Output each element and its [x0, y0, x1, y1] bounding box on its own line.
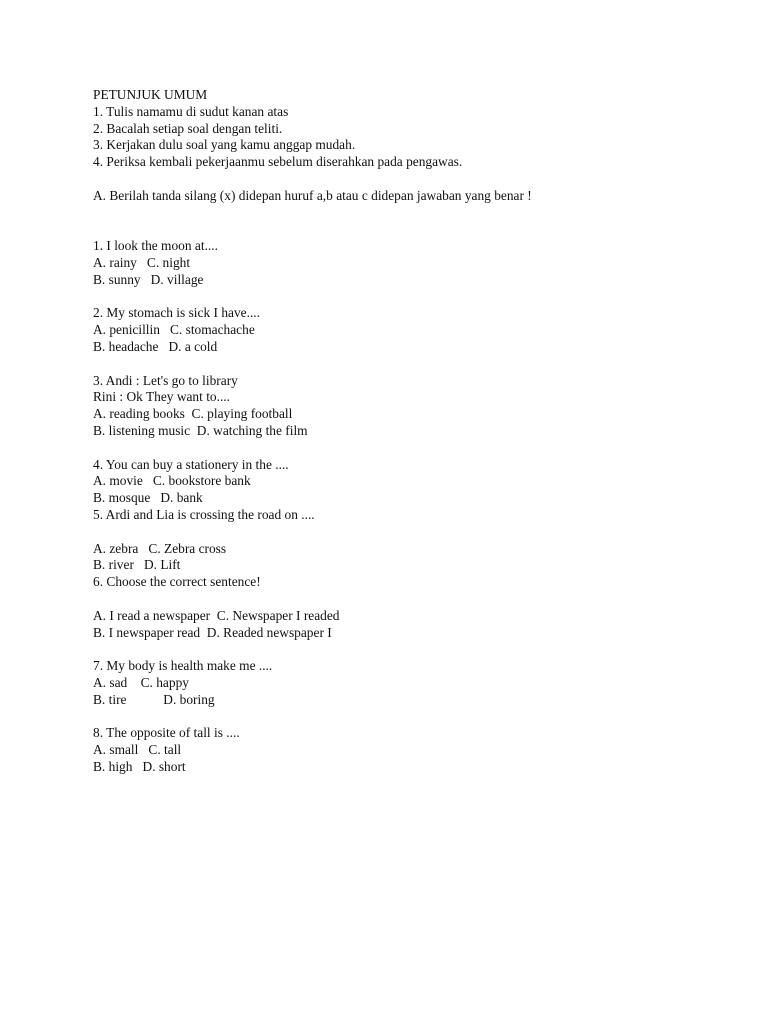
question-8-prompt: 8. The opposite of tall is ....: [93, 725, 240, 741]
question-3-options-row-2: B. listening music D. watching the film: [93, 422, 308, 438]
instructions-heading: PETUNJUK UMUM: [93, 87, 208, 102]
question-7-options-row-1: A. sad C. happy: [93, 674, 189, 690]
question-4-options-row-1: A. movie C. bookstore bank: [93, 473, 251, 489]
spacer: [93, 591, 733, 608]
question-1-options-row-2: B. sunny D. village: [93, 271, 204, 287]
instruction-item-4: 4. Periksa kembali pekerjaanmu sebelum diserahkan pada pengawas.: [93, 154, 463, 170]
spacer: [93, 440, 733, 457]
question-2-options-row-1: A. penicillin C. stomachache: [93, 322, 255, 338]
question-4-prompt: 4. You can buy a stationery in the ....: [93, 456, 289, 472]
spacer: [93, 641, 733, 658]
spacer: [93, 171, 733, 188]
question-5-options-row-1: A. zebra C. Zebra cross: [93, 540, 227, 556]
question-2-options-row-2: B. headache D. a cold: [93, 338, 218, 354]
instruction-item-3: 3. Kerjakan dulu soal yang kamu anggap mudah.: [93, 137, 356, 153]
question-5-options-row-2: B. river D. Lift: [93, 557, 181, 573]
spacer: [93, 289, 733, 306]
question-4-options-row-2: B. mosque D. bank: [93, 490, 203, 506]
question-6-options-row-2: B. I newspaper read D. Readed newspaper I: [93, 624, 332, 640]
spacer: [93, 356, 733, 373]
question-7-options-row-2: B. tire D. boring: [93, 691, 215, 707]
section-a-title: A. Berilah tanda silang (x) didepan huruf a,b atau c didepan jawaban yang benar !: [93, 187, 532, 203]
question-6-options-row-1: A. I read a newspaper C. Newspaper I readed: [93, 607, 340, 623]
spacer: [93, 524, 733, 541]
question-8-options-row-2: B. high D. short: [93, 758, 186, 774]
instruction-item-2: 2. Bacalah setiap soal dengan teliti.: [93, 120, 283, 136]
question-7-prompt: 7. My body is health make me ....: [93, 658, 273, 674]
question-8-options-row-1: A. small C. tall: [93, 742, 182, 758]
worksheet-page: [93, 87, 733, 776]
question-1-options-row-1: A. rainy C. night: [93, 254, 191, 270]
instruction-item-1: 1. Tulis namamu di sudut kanan atas: [93, 103, 289, 119]
question-5-prompt: 5. Ardi and Lia is crossing the road on ....: [93, 506, 315, 522]
question-6-prompt: 6. Choose the correct sentence!: [93, 574, 261, 590]
spacer: [93, 708, 733, 725]
question-3-prompt: 3. Andi : Let's go to library: [93, 372, 238, 388]
question-2-prompt: 2. My stomach is sick I have....: [93, 305, 260, 321]
spacer: [93, 205, 733, 239]
question-3-prompt-line-2: Rini : Ok They want to....: [93, 389, 230, 405]
question-1-prompt: 1. I look the moon at....: [93, 238, 218, 254]
question-3-options-row-1: A. reading books C. playing football: [93, 406, 293, 422]
